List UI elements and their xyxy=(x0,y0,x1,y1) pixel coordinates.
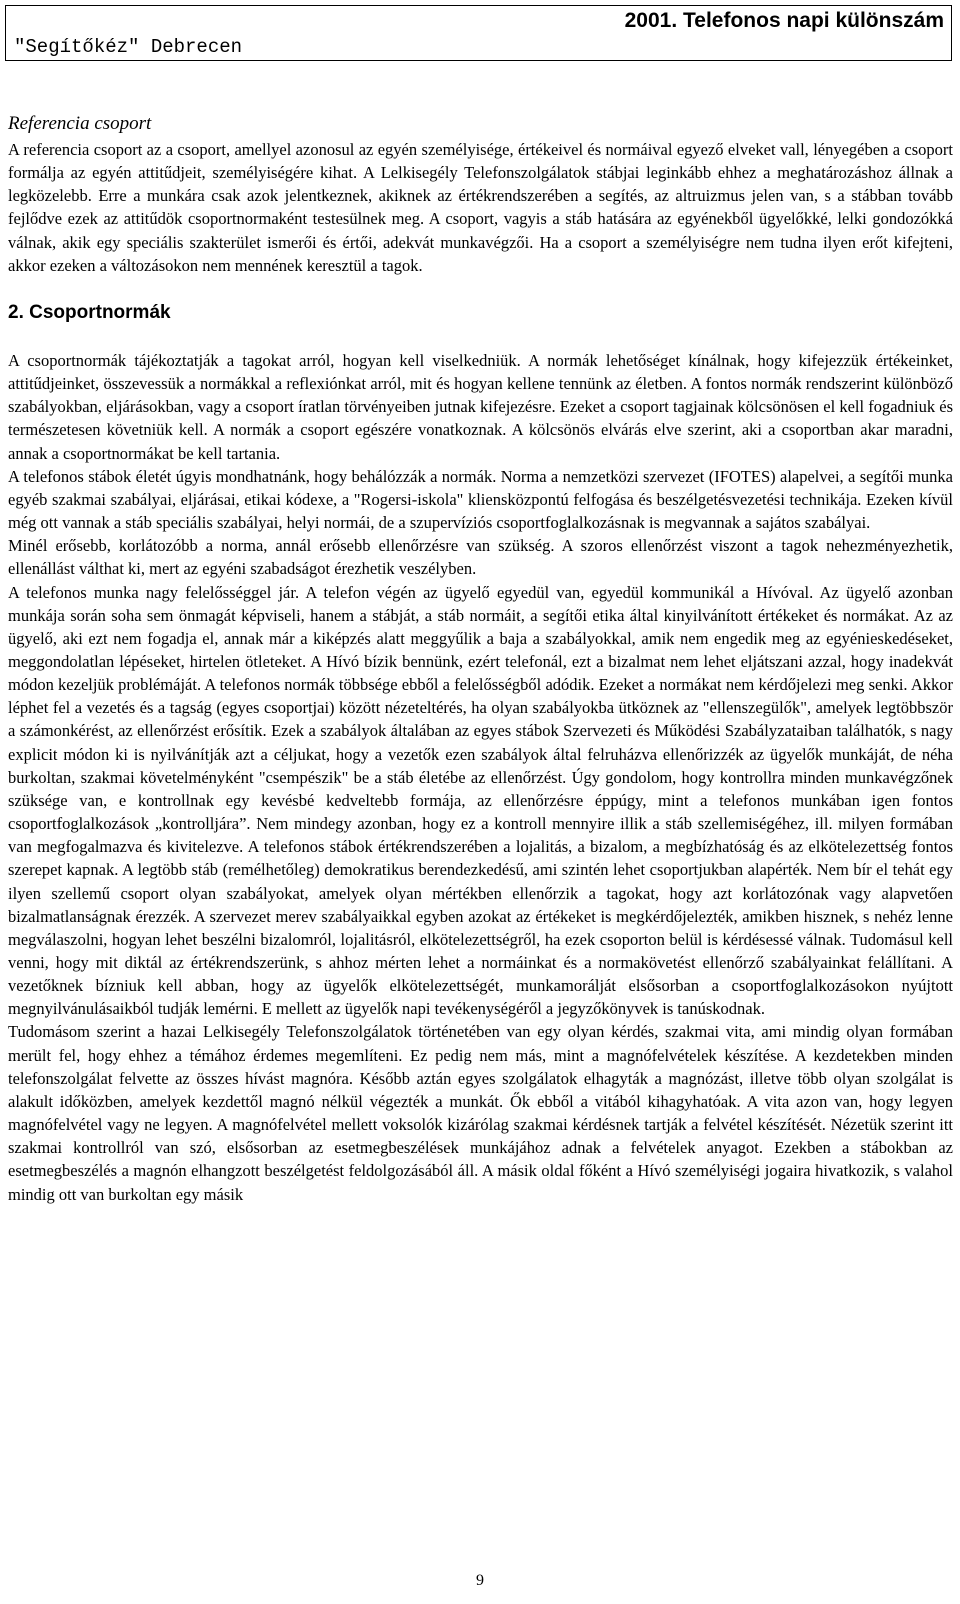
paragraph: Tudomásom szerint a hazai Lelkisegély Telefonszolgálatok történetében van egy olyan kérdés, szakmai vita, ami mindig olyan formában merült fel, hogy ehhez a témához érdemes megemlíteni. Ez pedig nem más, mint a magnófelvételek készítése. A kezdetekben minden telefonszolgálat felvette az összes hívást magnóra. Később aztán egyes szolgálatok elhagyták a magnózást, illetve több olyan szolgálat is alakult időközben, amelyek kezdettől magnó nélkül végezték a munkát. Ők ebből a vitából kihagyhatóak. A vita azon van, hogy legyen magnófelvétel vagy ne legyen. A magnófelvétel mellett voksolók kizárólag szakmai kérdésnek tartják a felvétel készítését. Nézetük szerint itt szakmai kontrollról van szó, elsősorban az esetmegbeszélések munkájához adnak a felvételek anyagot. Ezekben a stábokban az esetmegbeszélés a magnón elhangzott beszélgetést feldolgozásából áll. A másik oldal főként a Hívó személyiségi jogaira hivatkozik, s valahol mindig ott van burkoltan egy másik xyxy=(8,1022,953,1204)
paragraph: A telefonos munka nagy felelősséggel jár. A telefon végén az ügyelő egyedül van, egyedül kommunikál a Hívóval. Az ügyelő azonban munkája során soha sem önmagát képviseli, hanem a stábját, a stáb normáit, a segítői etika által kinyilvánított értékeket és normákat. Az az ügyelő, aki ezt nem fogadja el, annak már a kiképzés alatt meggyűlik a baja a szabályokkal, amik nem engedik meg az egyénieskedéseket, meggondolatlan lépéseket, hirtelen ötleteket. A Hívó bízik bennünk, ezért telefonál, ezt a bizalmat nem lehet eljátszani azzal, hogy inadekvát módon kezeljük problémáját. A telefonos normák többsége ebből a felelősségből adódik. Ezeket a normákat nem kérdőjelezi meg senki. Akkor léphet fel a vezetés és a tagság (egyes csoportjai) között nézeteltérés, ha olyan szabályokba ütköznek az "ellenszegülők", amelyek legtöbbször a számonkérést, az ellenőrzést erősítik. Ezek a szabályok általában az egyes stábok Szervezeti és Működési Szabályzataiban találhatók, s nagy explicit módon ki is nyilvánítják azt a céljukat, hogy a vezetők ezen szabályok által felruházva ellenőrizzék az ügyelők munkáját, de néha burkoltan, szakmai követelményként "csempészik" be a stáb életébe az ellenőrzést. Úgy gondolom, hogy kontrollra minden munkavégzőnek szüksége van, e kontrollnak egy kevésbé kedveltebb formája, az ellenőrzésre éppúgy, mint a telefonos munkában igen fontos csoportfoglalkozások „kontrolljára”. Nem mindegy azonban, hogy ez a kontroll mennyire illik a stáb szellemiségéhez, ill. milyen formában van megfogalmazva és kivitelezve. A telefonos stábok értékrendszerében a lojalitás, a bizalom, a megbízhatóság és az elkötelezettség fontos szerepet kapnak. A legtöbb stáb (remélhetőleg) demokratikus berendezkedésű, ami szintén lehet csoportjukban alapérték. Nem bír el tehát egy ilyen szellemű csoport olyan szabályokat, amelyek olyan mértékben ellenőrzik a tagokat, hogy azt korlátozónak vagy alapvetően bizalmatlanságnak érezzék. A szervezet merev szabályaikkal egyben azokat az értékeket is megkérdőjelezték, amikben hisznek, s nehéz lenne megválaszolni, hogyan lehet beszélni bizalomról, lojalitásról, elkötelezettségről, ha ezek csoporton belül is kérdésessé válnak. Tudomásul kell venni, hogy mit diktál az értékrendszerünk, s ahhoz mérten lehet a normáinkat és a normakövetést ellenőrző szabályainkat felállítani. A vezetőknek bízniuk kell abban, hogy az ügyelők elkötelezettségét, munkamorálját elsősorban a csoportfoglalkozásokon nyújtott megnyilvánulásaikból tudják lemérni. E mellett az ügyelők napi tevékenységéről a jegyzőkönyvek is tanúskodnak. xyxy=(8,582,953,1019)
paragraph: A referencia csoport az a csoport, amellyel azonosul az egyén személyisége, értékeivel és normáival egyező elveket vall, lényegében a csoport formálja az egyén attitűdjeit, személyiségére kihat. A Lelkisegély Telefonszolgálatok stábjai leginkább ehhez a meghatározáshoz állnak a legközelebb. Erre a munkára csak azok jelentkeznek, akiknek az értékrendszerében a segítés, az altruizmus jelen van, s a stábban tovább fejlődve ezek az attitűdök csoportnormaként testesülnek meg. A csoport, vagyis a stáb hatására az egyénekből ügyelőkké, lelki gondozókká válnak, akik egy speciális szakterület ismerői és értői, adekvát munkavégzői. Ha a csoport a személyiségre nem tudna ilyen erőt kifejteni, akkor ezeken a változásokon nem mennének keresztül a tagok. xyxy=(8,140,953,275)
page-header xyxy=(5,5,952,61)
page-number: 9 xyxy=(476,1572,484,1589)
paragraph: A telefonos stábok életét úgyis mondhatnánk, hogy behálózzák a normák. Norma a nemzetközi szervezet (IFOTES) alapelvei, a segítői munka egyéb szakmai szabályai, eljárásai, etikai kódexe, a "Rogersi-iskola" kliensközpontú felfogása és beszélgetésvezetési technikája. Ezeken kívül még ott vannak a stáb speciális szabályai, helyi normái, de a szupervíziós csoportfoglalkozásnak is megvannak a sajátos szabályai. xyxy=(8,466,953,533)
paragraph: Minél erősebb, korlátozóbb a norma, annál erősebb ellenőrzésre van szükség. A szoros ellenőrzést viszont a tagok nehezményezhetik, ellenállást válthat ki, mert az egyéni szabadságot érezhetik veszélyben. xyxy=(8,536,953,579)
section-heading-csoportnormak: 2. Csoportnormák xyxy=(8,301,171,323)
header-issue-title: 2001. Telefonos napi különszám xyxy=(624,9,944,32)
paragraph: A csoportnormák tájékoztatják a tagokat arról, hogyan kell viselkedniük. A normák lehetőséget kínálnak, hogy kifejezzük értékeinket, attitűdjeinket, összevessük a normákkal a reflexiónkat arról, mit és hogyan kellene tennünk az életben. A fontos normák rendszerint különböző szabályokban, eljárásokban, vagy a csoport íratlan törvényeiben jutnak kifejezésre. Ezeket a csoport tagjainak kölcsönösen el kell fogadniuk és természetesen követniük kell. A normák a csoport egészére vonatkoznak. A kölcsönös elvárás elve szerint, aki a csoportban akar maradni, annak a csoportnormákat be kell tartania. xyxy=(8,350,953,463)
document-body xyxy=(8,112,953,1206)
header-organization: "Segítőkéz" Debrecen xyxy=(14,36,243,58)
section-title-referencia: Referencia csoport xyxy=(8,113,152,134)
